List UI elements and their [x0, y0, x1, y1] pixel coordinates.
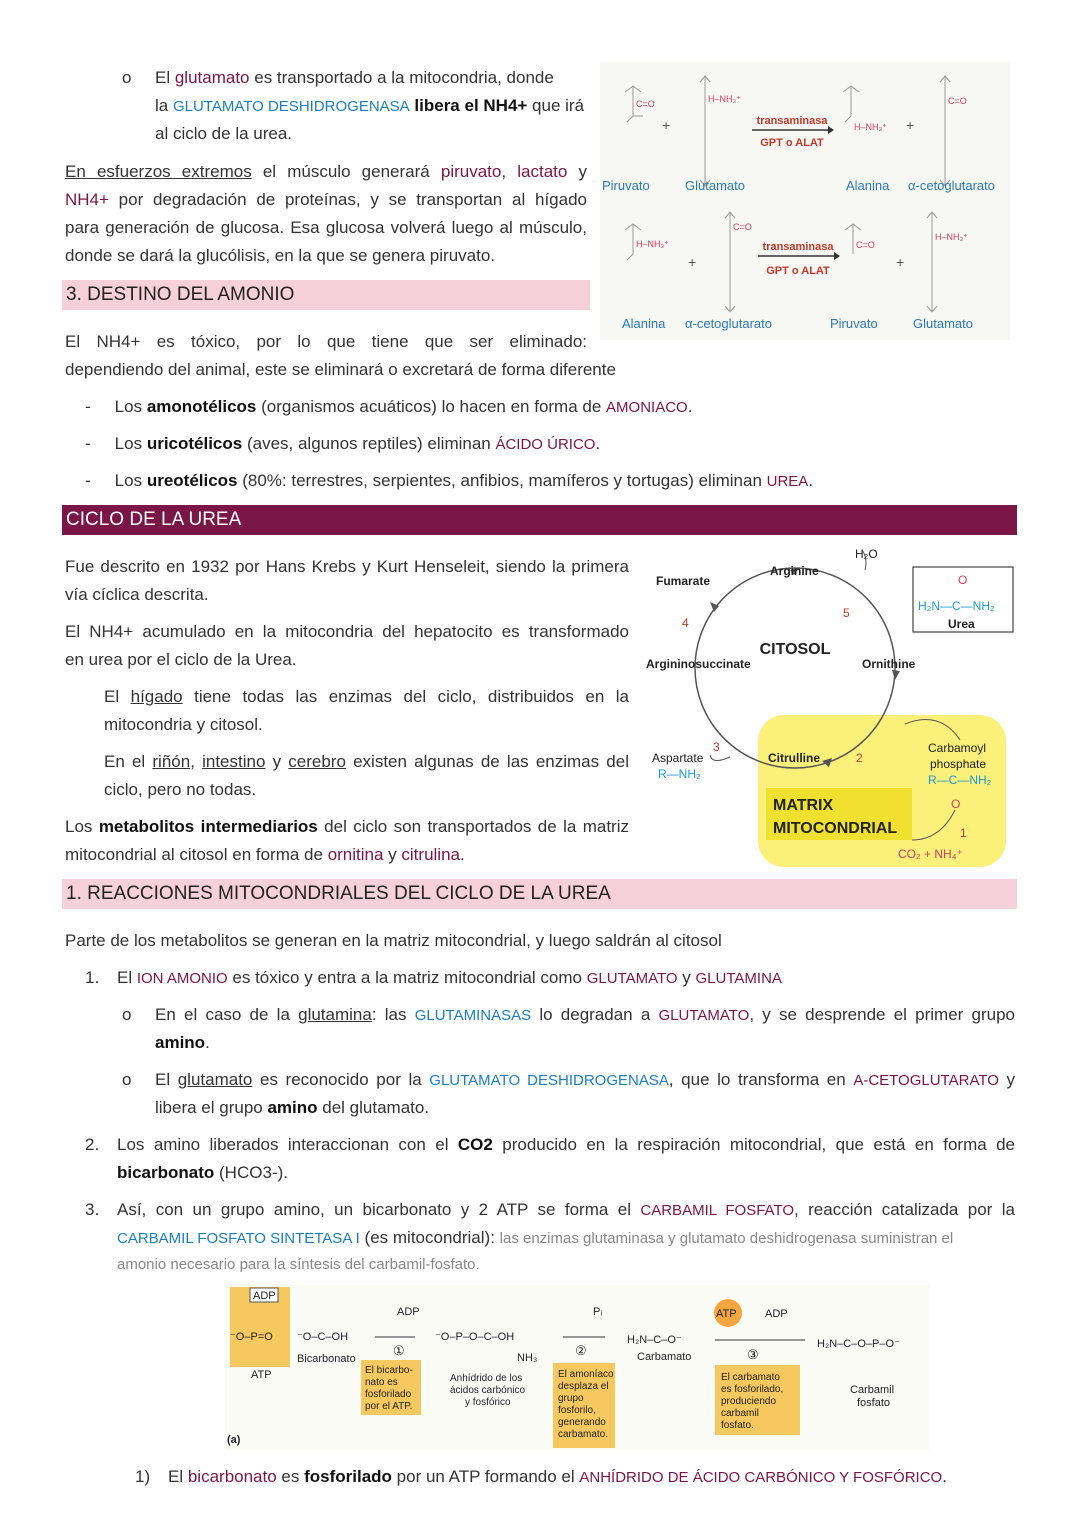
- urea-cycle-figure: [640, 540, 1020, 870]
- svg-text:C=O: C=O: [856, 240, 875, 250]
- note2-l6: carbamato.: [558, 1429, 609, 1440]
- ciclo-p5-line2: mitocondrial al citosol en forma de ornitina y citrulina.: [65, 845, 465, 864]
- ciclo-p4-line2: ciclo, pero no todas.: [104, 780, 257, 799]
- step-1: 1: [960, 826, 967, 840]
- arginine-label: Arginine: [770, 564, 819, 578]
- item2-line2: bicarbonato (HCO3-).: [117, 1163, 288, 1182]
- urea-o: O: [958, 573, 968, 587]
- item1-text: El ION AMONIO es tóxico y entra a la matriz mitocondrial como GLUTAMATO y GLUTAMINA: [117, 968, 782, 987]
- section-destino-amonio-header: 3. DESTINO DEL AMONIO: [62, 280, 590, 310]
- item1-number: 1.: [85, 968, 100, 987]
- note2-l5: generando: [558, 1417, 606, 1428]
- co2-nh4-label: CO₂ + NH₄⁺: [898, 847, 963, 861]
- argininosuccinate-label: Argininosuccinate: [646, 657, 751, 671]
- reaction-adp-2: ADP: [397, 1306, 420, 1318]
- note3-l2: es fosforilado,: [721, 1384, 784, 1395]
- list-item-ureotelicos: - Los ureotélicos (80%: terrestres, serpientes, anfibios, mamíferos y tortugas) eliminan UREA.: [85, 471, 814, 490]
- svg-text:H‒NH₃⁺: H‒NH₃⁺: [636, 239, 669, 249]
- reaction-label-a: (a): [227, 1434, 241, 1446]
- svg-text:H₂N‒C‒O‒P‒O⁻: H₂N‒C‒O‒P‒O⁻: [817, 1338, 900, 1350]
- glutamato-transport-line3: al ciclo de la urea.: [155, 124, 293, 143]
- reaction-nh3: NH₃: [517, 1352, 538, 1364]
- svg-text:+: +: [662, 117, 671, 133]
- note2-l4: fosforilo,: [558, 1405, 596, 1416]
- reaction-adp-1: ADP: [253, 1290, 276, 1302]
- note1-l1: El bicarbo-: [365, 1365, 413, 1376]
- svg-text:+: +: [906, 117, 915, 133]
- label-alanina: Alanina: [846, 178, 890, 193]
- step-5: 5: [843, 606, 850, 620]
- urea-structure: H₂N—C—NH₂: [918, 599, 995, 613]
- reaction-pi: Pᵢ: [593, 1306, 603, 1318]
- step-3: 3: [713, 740, 720, 754]
- ciclo-p3-line1: El hígado tiene todas las enzimas del ciclo, distribuidos en la: [104, 687, 629, 706]
- transaminasa-label-1: transaminasa: [756, 115, 828, 127]
- sub1-line1: En el caso de la glutamina: las GLUTAMINASAS lo degradan a GLUTAMATO, y se desprende el primer grupo: [155, 1005, 1015, 1024]
- ciclo-urea-header: CICLO DE LA UREA: [62, 505, 1017, 535]
- note2-l3: grupo: [558, 1393, 584, 1404]
- note-anh-l3: y fosfórico: [465, 1397, 511, 1408]
- ciclo-p1-line2: vía cíclica descrita.: [65, 585, 209, 604]
- label-cetoglutarato: α-cetoglutarato: [908, 178, 996, 193]
- note1-l4: por el ATP.: [365, 1401, 413, 1412]
- citosol-label: CITOSOL: [759, 641, 831, 658]
- label-piruvato-2: Piruvato: [830, 316, 878, 331]
- bullet-marker: o: [122, 68, 132, 87]
- mitocondrial-label: MITOCONDRIAL: [773, 820, 898, 837]
- ornithine-label: Ornithine: [862, 657, 916, 671]
- note1-l2: nato es: [365, 1377, 398, 1388]
- carbamil-fosfato-reaction-figure: [225, 1285, 930, 1450]
- reaction-step-3: ③: [747, 1347, 759, 1362]
- ciclo-p3-line2: mitocondria y citosol.: [104, 715, 263, 734]
- esfuerzos-line2: NH4+ por degradación de proteínas, y se transportan al hígado: [65, 190, 587, 209]
- svg-text:H‒NH₃⁺: H‒NH₃⁺: [854, 122, 887, 132]
- urea-label: Urea: [948, 617, 975, 631]
- reaction-step-2: ②: [575, 1343, 587, 1358]
- ciclo-p1-line1: Fue descrito en 1932 por Hans Krebs y Kurt Henseleit, siendo la primera: [65, 557, 629, 576]
- amonio-para-line1: El NH4+ es tóxico, por lo que tiene que ser eliminado:: [65, 332, 587, 351]
- svg-text:C=O: C=O: [733, 222, 752, 232]
- last-item-number: 1): [135, 1467, 151, 1486]
- label-alanina-2: Alanina: [622, 316, 666, 331]
- sub2-line1: El glutamato es reconocido por la GLUTAMATO DESHIDROGENASA, que lo transforma en A-CETOGLUTARATO y: [155, 1070, 1015, 1089]
- sub2-line2: libera el grupo amino del glutamato.: [155, 1098, 430, 1117]
- label-piruvato: Piruvato: [602, 178, 650, 193]
- gpt-alat-label-2: GPT o ALAT: [766, 265, 830, 277]
- svg-text:H‒NH₃⁺: H‒NH₃⁺: [708, 94, 741, 104]
- reaction-carbamil: Carbamil: [850, 1384, 895, 1396]
- ciclo-p5-line1: Los metabolitos intermediarios del ciclo son transportados de la matriz: [65, 817, 629, 836]
- label-glutamato: Glutamato: [685, 178, 745, 193]
- ciclo-p4-line1: En el riñón, intestino y cerebro existen algunas de las enzimas del: [104, 752, 629, 771]
- item3-number: 3.: [85, 1200, 100, 1219]
- svg-text:+: +: [688, 254, 697, 270]
- note3-l4: carbamil: [721, 1408, 759, 1419]
- item3-line3: amonio necesario para la síntesis del carbamil-fosfato.: [117, 1256, 480, 1273]
- fumarate-label: Fumarate: [656, 574, 711, 588]
- note3-l3: produciendo: [721, 1396, 777, 1407]
- phosphate-label: phosphate: [930, 757, 987, 771]
- note2-l1: El amoníaco: [558, 1369, 614, 1380]
- esfuerzos-line1: En esfuerzos extremos el músculo generará piruvato, lactato y: [65, 162, 587, 181]
- reaction-atp-2: ATP: [716, 1308, 737, 1320]
- amonio-para-line2: dependiendo del animal, este se eliminará o excretará de forma diferente: [65, 360, 616, 379]
- item2-line1: Los amino liberados interaccionan con el CO2 producido en la respiración mitocondrial, que está en forma de: [117, 1135, 1015, 1154]
- reacciones-intro: Parte de los metabolitos se generan en la matriz mitocondrial, y luego saldrán al citosol: [65, 931, 722, 950]
- list-item-amonotelicos: - Los amonotélicos (organismos acuáticos) lo hacen en forma de AMONIACO.: [85, 397, 693, 416]
- esfuerzos-line4: donde se dará la glucólisis, en la que se genera piruvato.: [65, 246, 496, 265]
- transaminase-figure: [600, 62, 1010, 340]
- ciclo-p2-line2: en urea por el ciclo de la Urea.: [65, 650, 297, 669]
- svg-text:H‒NH₃⁺: H‒NH₃⁺: [935, 232, 968, 242]
- carbamoyl-structure: R—C—NH₂: [928, 773, 992, 787]
- ciclo-p2-line1: El NH4+ acumulado en la mitocondria del hepatocito es transformado: [65, 622, 629, 641]
- svg-text:H₂N‒C‒O⁻: H₂N‒C‒O⁻: [627, 1334, 682, 1346]
- list-item-uricotelicos: - Los uricotélicos (aves, algunos reptiles) eliminan ÁCIDO ÚRICO.: [85, 434, 601, 453]
- note-anh-l2: ácidos carbónico: [450, 1385, 526, 1396]
- svg-text:⁻O‒P‒O‒C‒OH: ⁻O‒P‒O‒C‒OH: [435, 1331, 515, 1343]
- label-cetoglutarato-2: α-cetoglutarato: [685, 316, 773, 331]
- glutamato-transport-line1: El glutamato es transportado a la mitocondria, donde: [155, 68, 554, 87]
- sub2-marker: o: [122, 1070, 132, 1089]
- svg-text:+: +: [896, 254, 905, 270]
- svg-text:C=O: C=O: [948, 96, 967, 106]
- reaction-bicarbonato: Bicarbonato: [297, 1353, 356, 1365]
- note3-l5: fosfato.: [721, 1420, 754, 1431]
- note1-l3: fosforilado: [365, 1389, 412, 1400]
- last-item-text: El bicarbonato es fosforilado por un ATP formando el ANHÍDRIDO DE ÁCIDO CARBÓNICO Y FOSFÓRICO.: [168, 1467, 947, 1486]
- item3-line2: CARBAMIL FOSFATO SINTETASA I (es mitocondrial): las enzimas glutaminasa y glutamato deshidrogenasa suministran el: [117, 1228, 954, 1247]
- reaction-atp-1: ATP: [251, 1369, 272, 1381]
- note-anh-l1: Anhídrido de los: [450, 1373, 523, 1384]
- item2-number: 2.: [85, 1135, 100, 1154]
- esfuerzos-line3: para generación de glucosa. Esa glucosa volverá luego al músculo,: [65, 218, 587, 237]
- label-glutamato-2: Glutamato: [913, 316, 973, 331]
- svg-text:⁻O‒P=O: ⁻O‒P=O: [230, 1331, 273, 1343]
- sub1-line2: amino.: [155, 1033, 210, 1052]
- mol-c-o: C=O: [636, 99, 655, 109]
- carbamoyl-o: O: [951, 797, 961, 811]
- aspartate-group: R—NH₂: [658, 767, 701, 781]
- item3-line1: Así, con un grupo amino, un bicarbonato y 2 ATP se forma el CARBAMIL FOSFATO, reacción catalizada por la: [117, 1200, 1015, 1219]
- citrulline-label: Citrulline: [768, 751, 821, 765]
- reaction-adp-3: ADP: [765, 1308, 788, 1320]
- glutamato-transport-line2: la GLUTAMATO DESHIDROGENASA libera el NH4+ que irá: [155, 96, 585, 115]
- svg-text:⁻O‒C‒OH: ⁻O‒C‒OH: [297, 1331, 349, 1343]
- gpt-alat-label-1: GPT o ALAT: [760, 137, 824, 149]
- aspartate-label: Aspartate: [652, 751, 704, 765]
- note2-l2: desplaza el: [558, 1381, 609, 1392]
- reaction-fosfato: fosfato: [857, 1397, 891, 1409]
- h2o-label: H₂O: [855, 547, 878, 561]
- note3-l1: El carbamato: [721, 1372, 780, 1383]
- reaction-step-1: ①: [393, 1343, 405, 1358]
- carbamoyl-label: Carbamoyl: [928, 741, 987, 755]
- reaction-carbamato: Carbamato: [637, 1351, 692, 1363]
- matrix-label: MATRIX: [773, 797, 834, 814]
- step-2: 2: [856, 751, 863, 765]
- transaminasa-label-2: transaminasa: [762, 241, 834, 253]
- reacciones-mitocondriales-header: 1. REACCIONES MITOCONDRIALES DEL CICLO DE LA UREA: [62, 879, 1017, 909]
- sub1-marker: o: [122, 1005, 132, 1024]
- step-4: 4: [682, 616, 689, 630]
